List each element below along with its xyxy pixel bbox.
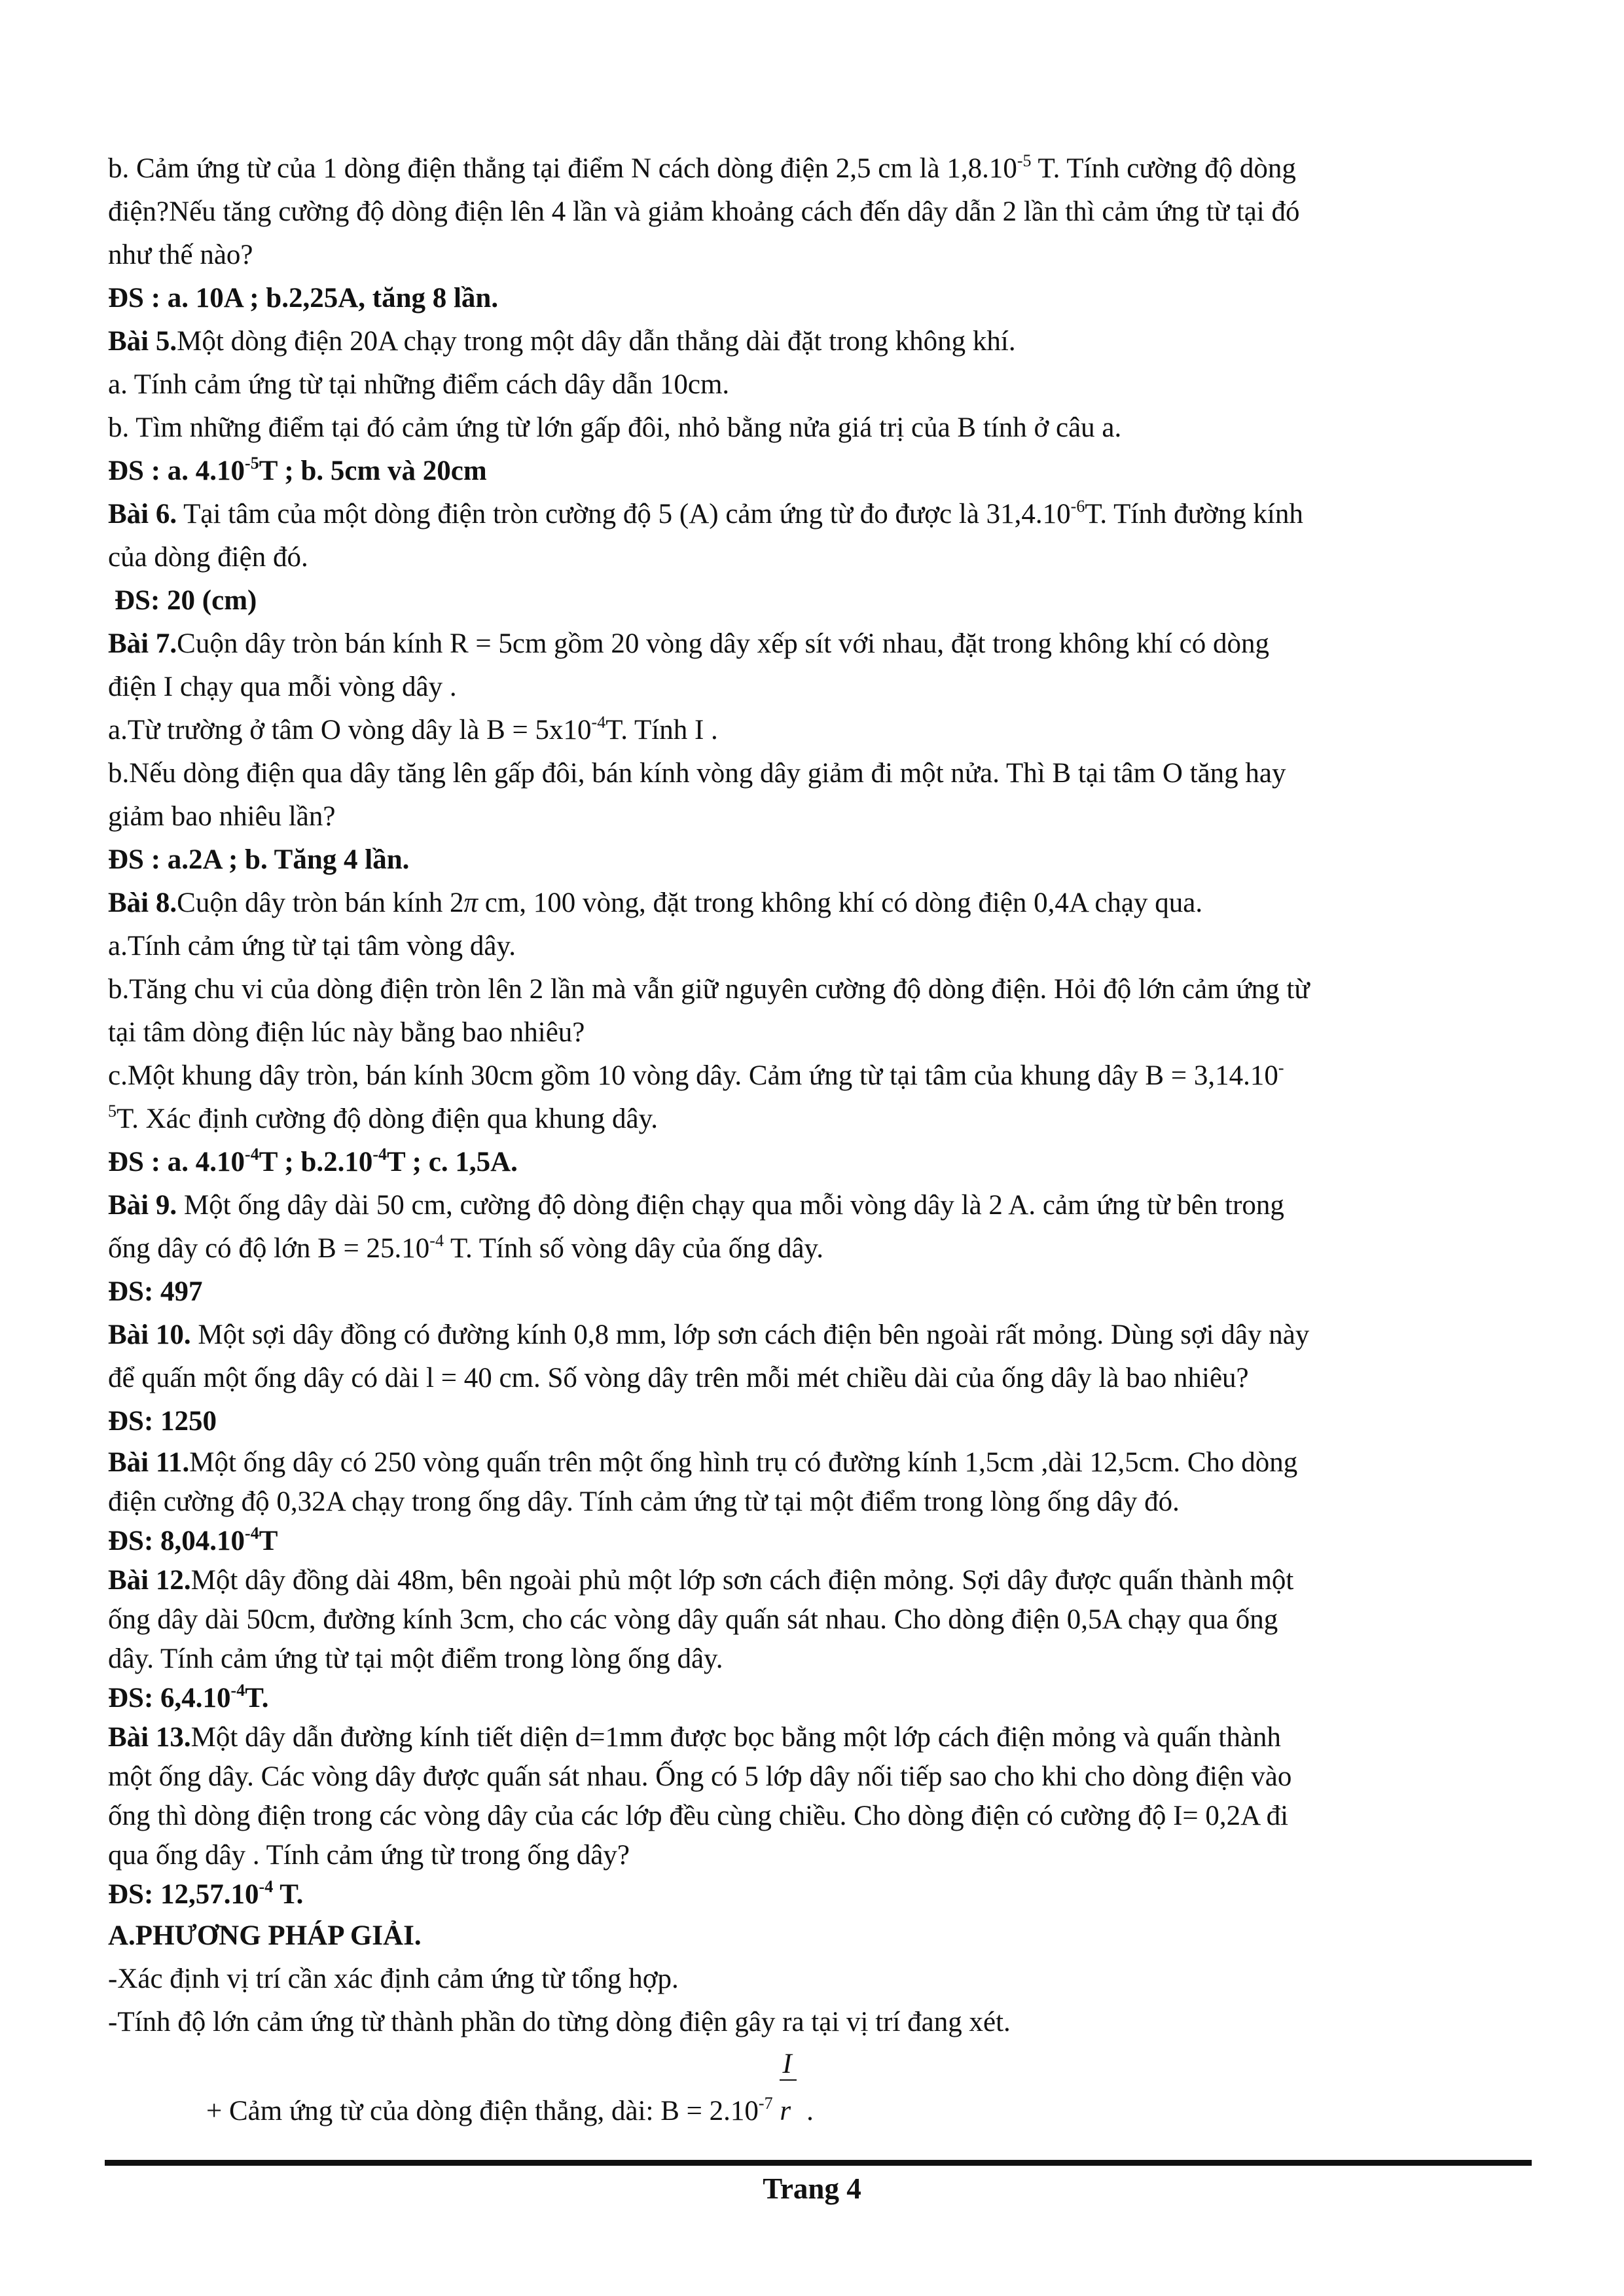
exercise-6: Bài 6. Tại tâm của một dòng điện tròn cường độ 5 (A) cảm ứng từ đo được là $31,4.10^{-6}T$. Tính đường kính — [108, 496, 1303, 529]
fraction — [780, 2049, 799, 2133]
text-line: một ống dây. Các vòng dây được quấn sát nhau. Ống có 5 lớp dây nối tiếp sao cho khi cho dòng điện vào — [108, 1761, 1292, 1792]
text-line: c.Một khung dây tròn, bán kính 30cm gồm 10 vòng dây. Cảm ứng từ tại tâm của khung dây B = 3,14.10- — [108, 1058, 1284, 1091]
text-line: điện?Nếu tăng cường độ dòng điện lên 4 lần và giảm khoảng cách đến dây dẫn 2 lần thì cảm ứng từ tại đó — [108, 196, 1300, 227]
text-line: điện cường độ 0,32A chạy trong ống dây. Tính cảm ứng từ tại một điểm trong lòng ống dây đó. — [108, 1486, 1180, 1517]
text-line: b. Cảm ứng từ của 1 dòng điện thẳng tại điểm N cách dòng điện 2,5 cm là $1,8.10^{-5}$ T. Tính cường độ dòng — [108, 151, 1296, 184]
fraction-numerator: I — [782, 2049, 792, 2079]
text-line: ống dây dài 50cm, đường kính 3cm, cho các vòng dây quấn sát nhau. Cho dòng điện 0,5A chạy qua ống — [108, 1604, 1278, 1635]
footer-rule — [105, 2160, 1532, 2166]
text-line: dây. Tính cảm ứng từ tại một điểm trong lòng ống dây. — [108, 1643, 723, 1674]
answer-line: ĐS: 497 — [108, 1276, 203, 1307]
text-line: b. Tìm những điểm tại đó cảm ứng từ lớn gấp đôi, nhỏ bằng nửa giá trị của B tính ở câu a. — [108, 412, 1122, 443]
formula-line: + Cảm ứng từ của dòng điện thẳng, dài: $B = 2.10^{-7}$ $\frac{I}{r}$ . — [108, 2090, 1528, 2133]
fraction-denominator: r — [780, 2096, 791, 2126]
text-line: $^5$T. Xác định cường độ dòng điện qua khung dây. — [108, 1101, 659, 1134]
exercise-8: Bài 8.Cuộn dây tròn bán kính 2π cm, 100 vòng, đặt trong không khí có dòng điện 0,4A chạy qua. — [108, 888, 1203, 918]
answer-line: ĐS: $6,4.10^{-4}T$. — [108, 1680, 269, 1713]
text-line: qua ống dây . Tính cảm ứng từ trong ống dây? — [108, 1840, 630, 1871]
exercise-5: Bài 5.Một dòng điện 20A chạy trong một dây dẫn thẳng dài đặt trong không khí. — [108, 326, 1016, 357]
text-line: để quấn một ống dây có dài l = 40 cm. Số vòng dây trên mỗi mét chiều dài của ống dây là bao nhiêu? — [108, 1363, 1249, 1393]
text-line: ống dây có độ lớn $B = 25.10^{-4}$ T. Tính số vòng dây của ống dây. — [108, 1230, 823, 1264]
text-line: của dòng điện đó. — [108, 542, 308, 573]
exercise-9: Bài 9. Một ống dây dài 50 cm, cường độ dòng điện chạy qua mỗi vòng dây là 2 A. cảm ứng từ bên trong — [108, 1190, 1284, 1221]
text-line: tại tâm dòng điện lúc này bằng bao nhiêu? — [108, 1017, 585, 1048]
exercise-11: Bài 11.Một ống dây có 250 vòng quấn trên một ống hình trụ có đường kính 1,5cm ,dài 12,5cm. Cho dòng — [108, 1447, 1298, 1478]
text-line: b.Nếu dòng điện qua dây tăng lên gấp đôi, bán kính vòng dây giảm đi một nửa. Thì B tại tâm O tăng hay — [108, 758, 1286, 789]
exercise-13: Bài 13.Một dây dẫn đường kính tiết diện d=1mm được bọc bằng một lớp cách điện mỏng và quấn thành — [108, 1722, 1281, 1753]
answer-line: ĐS: $8,04.10^{-4}T$ — [108, 1523, 278, 1556]
text-line: a.Từ trường ở tâm O vòng dây là $B = 5x10^{-4}T$. Tính I . — [108, 712, 718, 745]
exercise-7: Bài 7.Cuộn dây tròn bán kính R = 5cm gồm 20 vòng dây xếp sít với nhau, đặt trong không khí có dòng — [108, 628, 1270, 659]
exercise-10: Bài 10. Một sợi dây đồng có đường kính 0,8 mm, lớp sơn cách điện bên ngoài rất mỏng. Dùng sợi dây này — [108, 1319, 1310, 1350]
answer-line: ĐS : a. $4.10^{-4}T$ ; $b.2.10^{-4}T$ ; c. 1,5A. — [108, 1144, 518, 1177]
answer-line: ĐS: $12,57.10^{-4}$ T. — [108, 1876, 304, 1910]
text-line: a. Tính cảm ứng từ tại những điểm cách dây dẫn 10cm. — [108, 369, 730, 400]
page-number: Trang 4 — [763, 2172, 861, 2205]
exercise-12: Bài 12.Một dây đồng dài 48m, bên ngoài phủ một lớp sơn cách điện mỏng. Sợi dây được quấn thành một — [108, 1565, 1294, 1596]
text-line: giảm bao nhiêu lần? — [108, 801, 336, 832]
fraction-bar — [780, 2079, 797, 2081]
section-heading: A.PHƯƠNG PHÁP GIẢI. — [108, 1920, 422, 1951]
text-line: -Xác định vị trí cần xác định cảm ứng từ tổng hợp. — [108, 1964, 679, 1994]
text-line: ống thì dòng điện trong các vòng dây của các lớp đều cùng chiều. Cho dòng điện có cường độ I= 0,2A đi — [108, 1801, 1289, 1831]
text-line: điện I chạy qua mỗi vòng dây . — [108, 672, 457, 702]
answer-line: ĐS : a. $4.10^{-5}T$ ; b. 5cm và 20cm — [108, 453, 487, 486]
answer-line: ĐS: 20 (cm) — [115, 585, 257, 616]
answer-line: ĐS : a.2A ; b. Tăng 4 lần. — [108, 844, 410, 875]
text-line: -Tính độ lớn cảm ứng từ thành phần do từng dòng điện gây ra tại vị trí đang xét. — [108, 2007, 1011, 2037]
answer-line: ĐS: 1250 — [108, 1406, 217, 1437]
text-line: như thế nào? — [108, 240, 253, 270]
text-line: b.Tăng chu vi của dòng điện tròn lên 2 lần mà vẫn giữ nguyên cường độ dòng điện. Hỏi độ lớn cảm ứng từ — [108, 974, 1310, 1005]
answer-line: ĐS : a. 10A ; b.2,25A, tăng 8 lần. — [108, 283, 499, 314]
text-line: a.Tính cảm ứng từ tại tâm vòng dây. — [108, 931, 516, 961]
document-body — [108, 147, 1528, 2133]
